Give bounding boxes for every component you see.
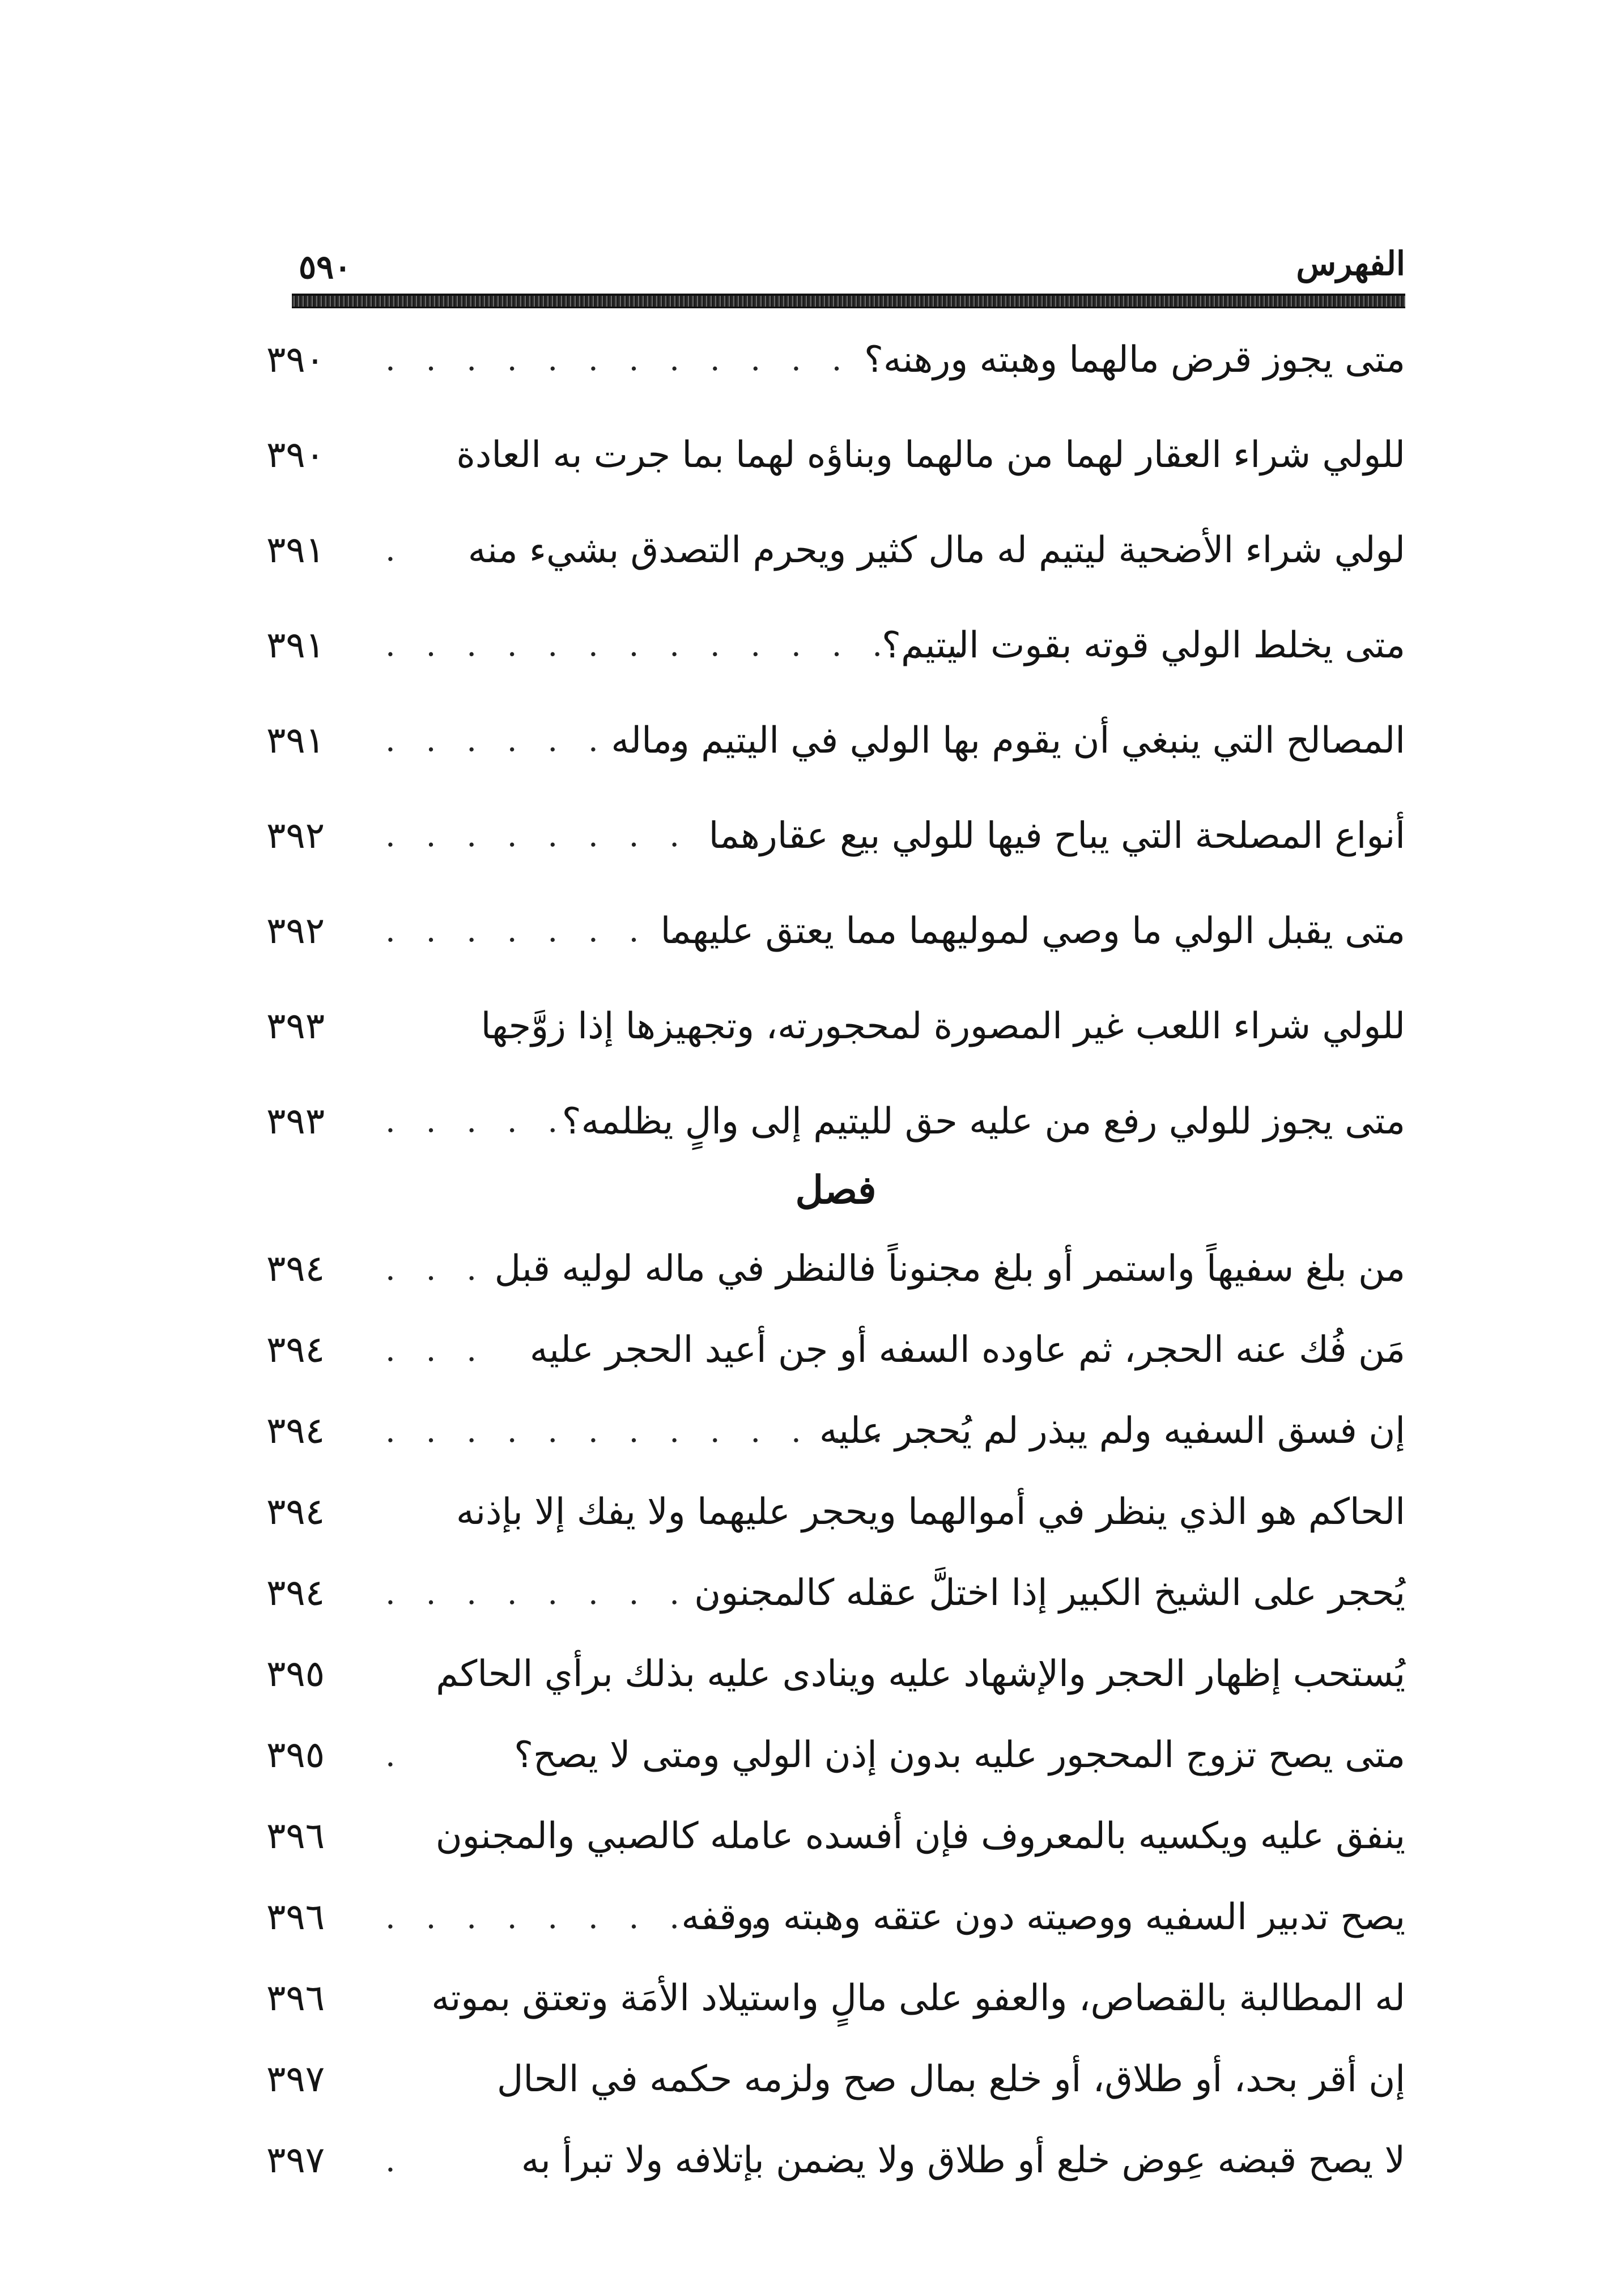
entry-page-number: ٣٩٢ (266, 910, 325, 952)
entry-title: له المطالبة بالقصاص، والعفو على مالٍ واستيلاد الأمَة وتعتق بموته (431, 1977, 1405, 2019)
leader-dots: . (385, 1737, 406, 1774)
entry-page-number: ٣٩٦ (266, 1896, 325, 1938)
index-entry (266, 793, 1405, 878)
entry-title: المصالح التي ينبغي أن يقوم بها الولي في اليتيم وماله (611, 720, 1405, 762)
entry-page-number: ٣٩٤ (266, 1410, 325, 1452)
index-entry (266, 1079, 1405, 1164)
entry-title: للولي شراء اللعب غير المصورة لمحجورته، وتجهيزها إذا زوَّجها (481, 1005, 1405, 1047)
entry-page-number: ٣٩١ (266, 720, 325, 762)
leader-dots: . . . . . . . . . . . . . . . (385, 627, 974, 664)
entry-page-number: ٣٩٦ (266, 1977, 325, 2019)
entry-page-number: ٣٩٥ (266, 1734, 325, 1776)
index-entry (266, 1553, 1405, 1634)
entry-title: من بلغ سفيهاً واستمر أو بلغ مجنوناً فالنظر في ماله لوليه قبل (494, 1248, 1405, 1290)
index-entry (266, 413, 1405, 498)
index-entry (266, 1796, 1405, 1877)
entry-page-number: ٣٩٧ (266, 2058, 325, 2100)
entry-page-number: ٣٩٤ (266, 1572, 325, 1614)
index-entry (266, 984, 1405, 1069)
index-entry (266, 1958, 1405, 2039)
entry-page-number: ٣٩٣ (266, 1101, 325, 1143)
entry-title: إن أقر بحد، أو طلاق، أو خلع بمال صح ولزمه حكمه في الحال (496, 2058, 1405, 2100)
entry-title: أنواع المصلحة التي يباح فيها للولي بيع عقارهما (708, 815, 1405, 857)
entry-page-number: ٣٩١ (266, 529, 325, 571)
entry-title: للولي شراء العقار لهما من مالهما وبناؤه لهما بما جرت به العادة (456, 434, 1405, 476)
entry-page-number: ٣٩٤ (266, 1329, 325, 1371)
running-title: الفهرس (1296, 244, 1405, 283)
entry-page-number: ٣٩٤ (266, 1491, 325, 1533)
leader-dots: . . . . . . . . . . . . (385, 341, 852, 378)
entry-page-number: ٣٩٧ (266, 2139, 325, 2181)
entry-page-number: ٣٩١ (266, 625, 325, 666)
leader-dots: . . . (385, 1332, 487, 1369)
entry-page-number: ٣٩٢ (266, 815, 325, 857)
entry-title: يصح تدبير السفيه ووصيته دون عتقه وهبته ووقفه (681, 1896, 1405, 1938)
entry-page-number: ٣٩٠ (266, 434, 325, 476)
page-number: ٥٩٠ (299, 248, 352, 286)
index-entry (266, 2039, 1405, 2120)
entry-title: الحاكم هو الذي ينظر في أموالهما ويحجر عليهما ولا يفك إلا بإذنه (456, 1491, 1405, 1533)
leader-dots: . (385, 532, 406, 568)
entry-page-number: ٣٩٤ (266, 1248, 325, 1290)
leader-dots: . . . . . . . . . . . (385, 1575, 811, 1612)
entry-page-number: ٣٩٠ (266, 339, 325, 381)
index-entry (266, 317, 1405, 402)
index-entry (266, 1391, 1405, 1472)
entry-title: لولي شراء الأضحية ليتيم له مال كثير ويحرم التصدق بشيء منه (467, 529, 1405, 571)
index-entry (266, 889, 1405, 974)
entry-title: ينفق عليه ويكسيه بالمعروف فإن أفسده عامله كالصبي والمجنون (435, 1815, 1405, 1857)
leader-dots: . . . . . . . . (385, 722, 690, 759)
index-entry (266, 1715, 1405, 1796)
leader-dots: . . . . . . . . . . (385, 817, 771, 854)
entry-title: متى يخلط الولي قوته بقوت اليتيم؟ (882, 625, 1405, 666)
entry-title: إن فسق السفيه ولم يبذر لم يُحجر عليه (819, 1410, 1405, 1452)
entry-title: متى يجوز للولي رفع من عليه حق لليتيم إلى والٍ يظلمه؟ (562, 1101, 1405, 1143)
entry-title: لا يصح قبضه عِوض خلع أو طلاق ولا يضمن بإتلافه ولا تبرأ به (521, 2139, 1405, 2181)
leader-dots: . . . . . . . . . . (385, 1899, 771, 1936)
entry-title: مَن فُك عنه الحجر، ثم عاوده السفه أو جن أعيد الحجر عليه (529, 1329, 1405, 1371)
leader-dots: . . . . . . . . . (385, 912, 730, 949)
entry-page-number: ٣٩٦ (266, 1815, 325, 1857)
entry-page-number: ٣٩٥ (266, 1653, 325, 1695)
leader-dots: . . . . . . . . . . . . . . . (385, 1413, 974, 1450)
index-entry (266, 1310, 1405, 1391)
index-entry (266, 1472, 1405, 1553)
entry-page-number: ٣٩٣ (266, 1005, 325, 1047)
entry-title: متى يقبل الولي ما وصي لموليهما مما يعتق عليهما (660, 910, 1405, 952)
index-entry (266, 1877, 1405, 1958)
index-entry (266, 698, 1405, 783)
leader-dots: . (385, 2142, 406, 2179)
entry-title: متى يصح تزوج المحجور عليه بدون إذن الولي ومتى لا يصح؟ (514, 1734, 1405, 1776)
index-entry (266, 1229, 1405, 1310)
entry-title: يُستحب إظهار الحجر والإشهاد عليه وينادى عليه بذلك برأي الحاكم (436, 1653, 1405, 1695)
index-entry (266, 508, 1405, 593)
entry-title: متى يجوز قرض مالهما وهبته ورهنه؟ (864, 339, 1405, 381)
index-entry (266, 2120, 1405, 2201)
entry-title: يُحجر على الشيخ الكبير إذا اختلَّ عقله كالمجنون (694, 1572, 1405, 1614)
section-heading: فصل (795, 1167, 877, 1213)
index-entry (266, 1634, 1405, 1715)
index-entry (266, 603, 1405, 688)
leader-dots: . . . (385, 1251, 487, 1288)
leader-dots: . . . . . (385, 1103, 568, 1140)
